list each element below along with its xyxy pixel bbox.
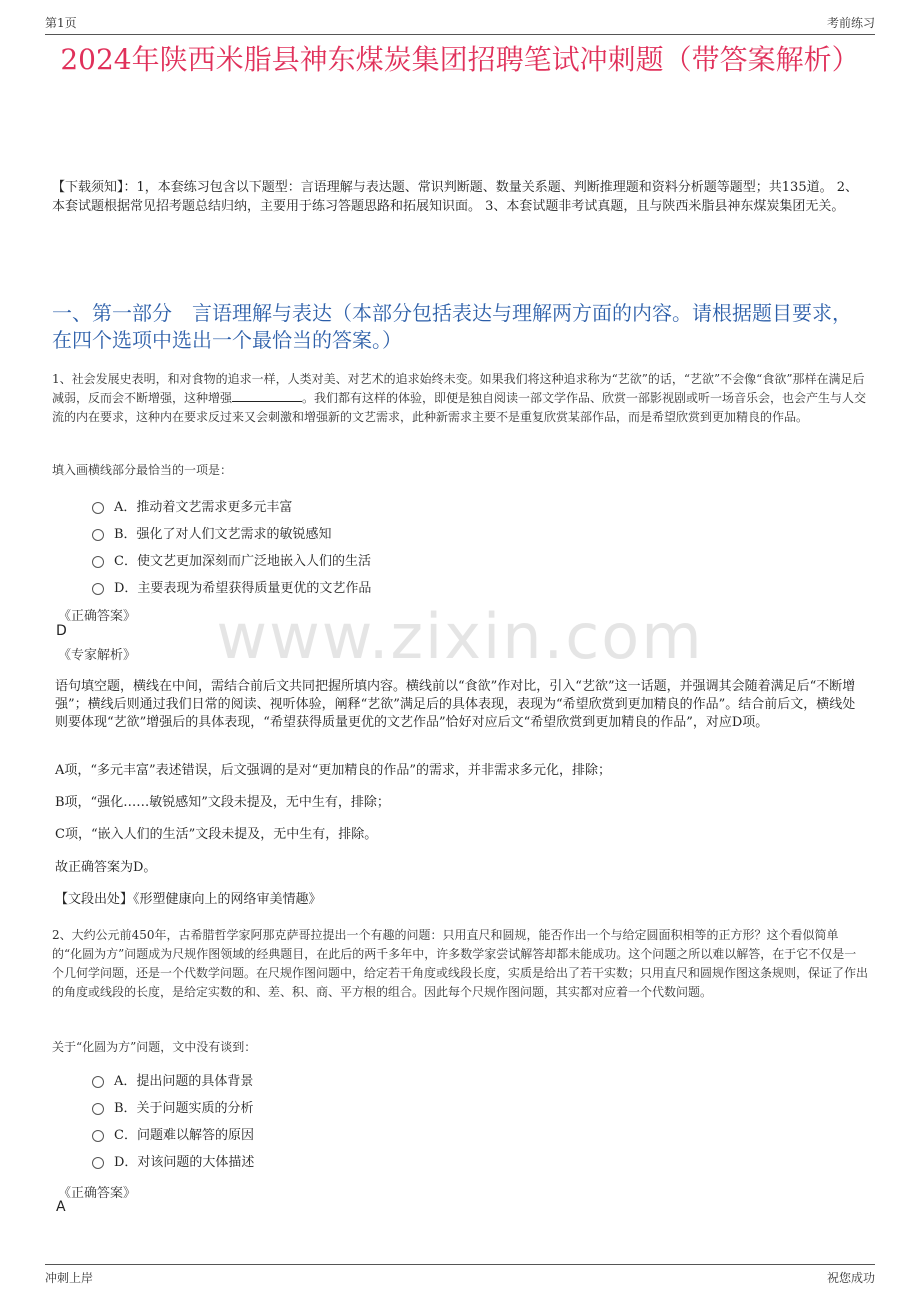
- document-title: 2024年陕西米脂县神东煤炭集团招聘笔试冲刺题（带答案解析）: [60, 43, 860, 76]
- watermark: www.zixin.com: [216, 600, 704, 673]
- fill-blank: [232, 389, 302, 402]
- option-d[interactable]: D．对该问题的大体描述: [92, 1147, 254, 1174]
- download-notice: 【下载须知】：1，本套练习包含以下题型：言语理解与表达题、常识判断题、数量关系题、判断推理题和资料分析题等题型；共135道。 2、本套试题根据常见招考题总结归纳，主要用于练习答题思路和拓展知识面。 3、本套试题非考试真题，且与陕西米脂县神东煤炭集团无关。: [52, 180, 858, 214]
- radio-icon[interactable]: [92, 1157, 104, 1169]
- analysis-paragraph: B项，“强化……敏锐感知”文段未提及，无中生有，排除；: [55, 795, 390, 810]
- analysis-paragraph: C项，“嵌入人们的生活”文段未提及，无中生有，排除。: [55, 827, 378, 842]
- answer-value: D: [56, 623, 67, 639]
- option-a[interactable]: A．推动着文艺需求更多元丰富: [92, 492, 371, 519]
- page-header: [45, 14, 875, 35]
- page-footer: [45, 1264, 875, 1286]
- question-2-options: [92, 1066, 254, 1174]
- option-a[interactable]: A．提出问题的具体背景: [92, 1066, 254, 1093]
- option-b[interactable]: B．强化了对人们文艺需求的敏锐感知: [92, 519, 371, 546]
- answer-value: A: [56, 1199, 66, 1215]
- question-1-options: [92, 492, 371, 600]
- radio-icon[interactable]: [92, 1130, 104, 1142]
- option-b[interactable]: B．关于问题实质的分析: [92, 1093, 254, 1120]
- analysis-label: 《专家解析》: [58, 648, 137, 663]
- analysis-paragraph: 语句填空题，横线在中间，需结合前后文共同把握所填内容。横线前以“食欲”作对比，引入“艺欲”这一话题，并强调其会随着满足后“不断增强”；横线后则通过我们日常的阅读、视听体验，阐释“艺欲”满足后的具体表现，表现为“希望欣赏到更加精良的作品”。结合前后文，横线处则要体现“艺欲”增强后的具体表现，“希望获得质量更优的文艺作品”恰好对应后文“希望欣赏到更加精良的作品”，对应D项。: [55, 679, 856, 730]
- question-1-prompt: 填入画横线部分最恰当的一项是：: [52, 463, 233, 477]
- analysis-paragraph: A项，“多元丰富”表述错误，后文强调的是对“更加精良的作品”的需求，并非需求多元化，排除；: [55, 763, 611, 778]
- section-title: 一、第一部分 言语理解与表达（本部分包括表达与理解两方面的内容。请根据题目要求，在四个选项中选出一个最恰当的答案。）: [52, 301, 852, 352]
- option-c[interactable]: C．问题难以解答的原因: [92, 1120, 254, 1147]
- text-source: 【文段出处】《形塑健康向上的网络审美情趣》: [55, 892, 322, 907]
- header-tag: 考前练习: [826, 16, 875, 30]
- option-c[interactable]: C．使文艺更加深刻而广泛地嵌入人们的生活: [92, 546, 371, 573]
- question-2-text: 2、大约公元前450年，古希腊哲学家阿那克萨哥拉提出一个有趣的问题：只用直尺和圆规，能否作出一个与给定圆面积相等的正方形？这个看似简单的“化圆为方”问题成为尺规作图领域的经典题目，在此后的两千多年中，许多数学家尝试解答却都未能成功。这个问题之所以难以解答，在于它不仅是一个几何学问题，还是一个代数学问题。在尺规作图问题中，给定若干角度或线段长度，实质是给出了若干实数；只用直尺和圆规作图这条规则，保证了作出的角度或线段的长度，是给定实数的和、差、积、商、平方根的组合。因此每个尺规作图问题，其实都对应着一个代数问题。: [52, 928, 869, 999]
- radio-icon[interactable]: [92, 529, 104, 541]
- radio-icon[interactable]: [92, 502, 104, 514]
- answer-label: 《正确答案》: [58, 609, 137, 624]
- radio-icon[interactable]: [92, 556, 104, 568]
- answer-label: 《正确答案》: [58, 1186, 137, 1201]
- footer-left: 冲刺上岸: [45, 1271, 94, 1285]
- analysis-conclusion: 故正确答案为D。: [55, 860, 157, 875]
- footer-right: 祝您成功: [826, 1271, 875, 1285]
- page-number: 第1页: [45, 16, 77, 30]
- radio-icon[interactable]: [92, 1103, 104, 1115]
- option-d[interactable]: D．主要表现为希望获得质量更优的文艺作品: [92, 573, 371, 600]
- question-2-prompt: 关于“化圆为方”问题，文中没有谈到：: [52, 1040, 257, 1054]
- radio-icon[interactable]: [92, 583, 104, 595]
- question-1-text: 1、社会发展史表明，和对食物的追求一样，人类对美、对艺术的追求始终未变。如果我们将这种追求称为“艺欲”的话，“艺欲”不会像“食欲”那样在满足后减弱，反而会不断增强，这种增强 。我们都有这样的体验，即便是独自阅读一部文学作品、欣赏一部影视剧或听一场音乐会，也会产生与人交流的内在要求，这种内在要求反过来又会刺激和增强新的文艺需求，此种新需求主要不是重复欣赏某部作品，而是希望欣赏到更加精良的作品。: [52, 372, 867, 424]
- radio-icon[interactable]: [92, 1076, 104, 1088]
